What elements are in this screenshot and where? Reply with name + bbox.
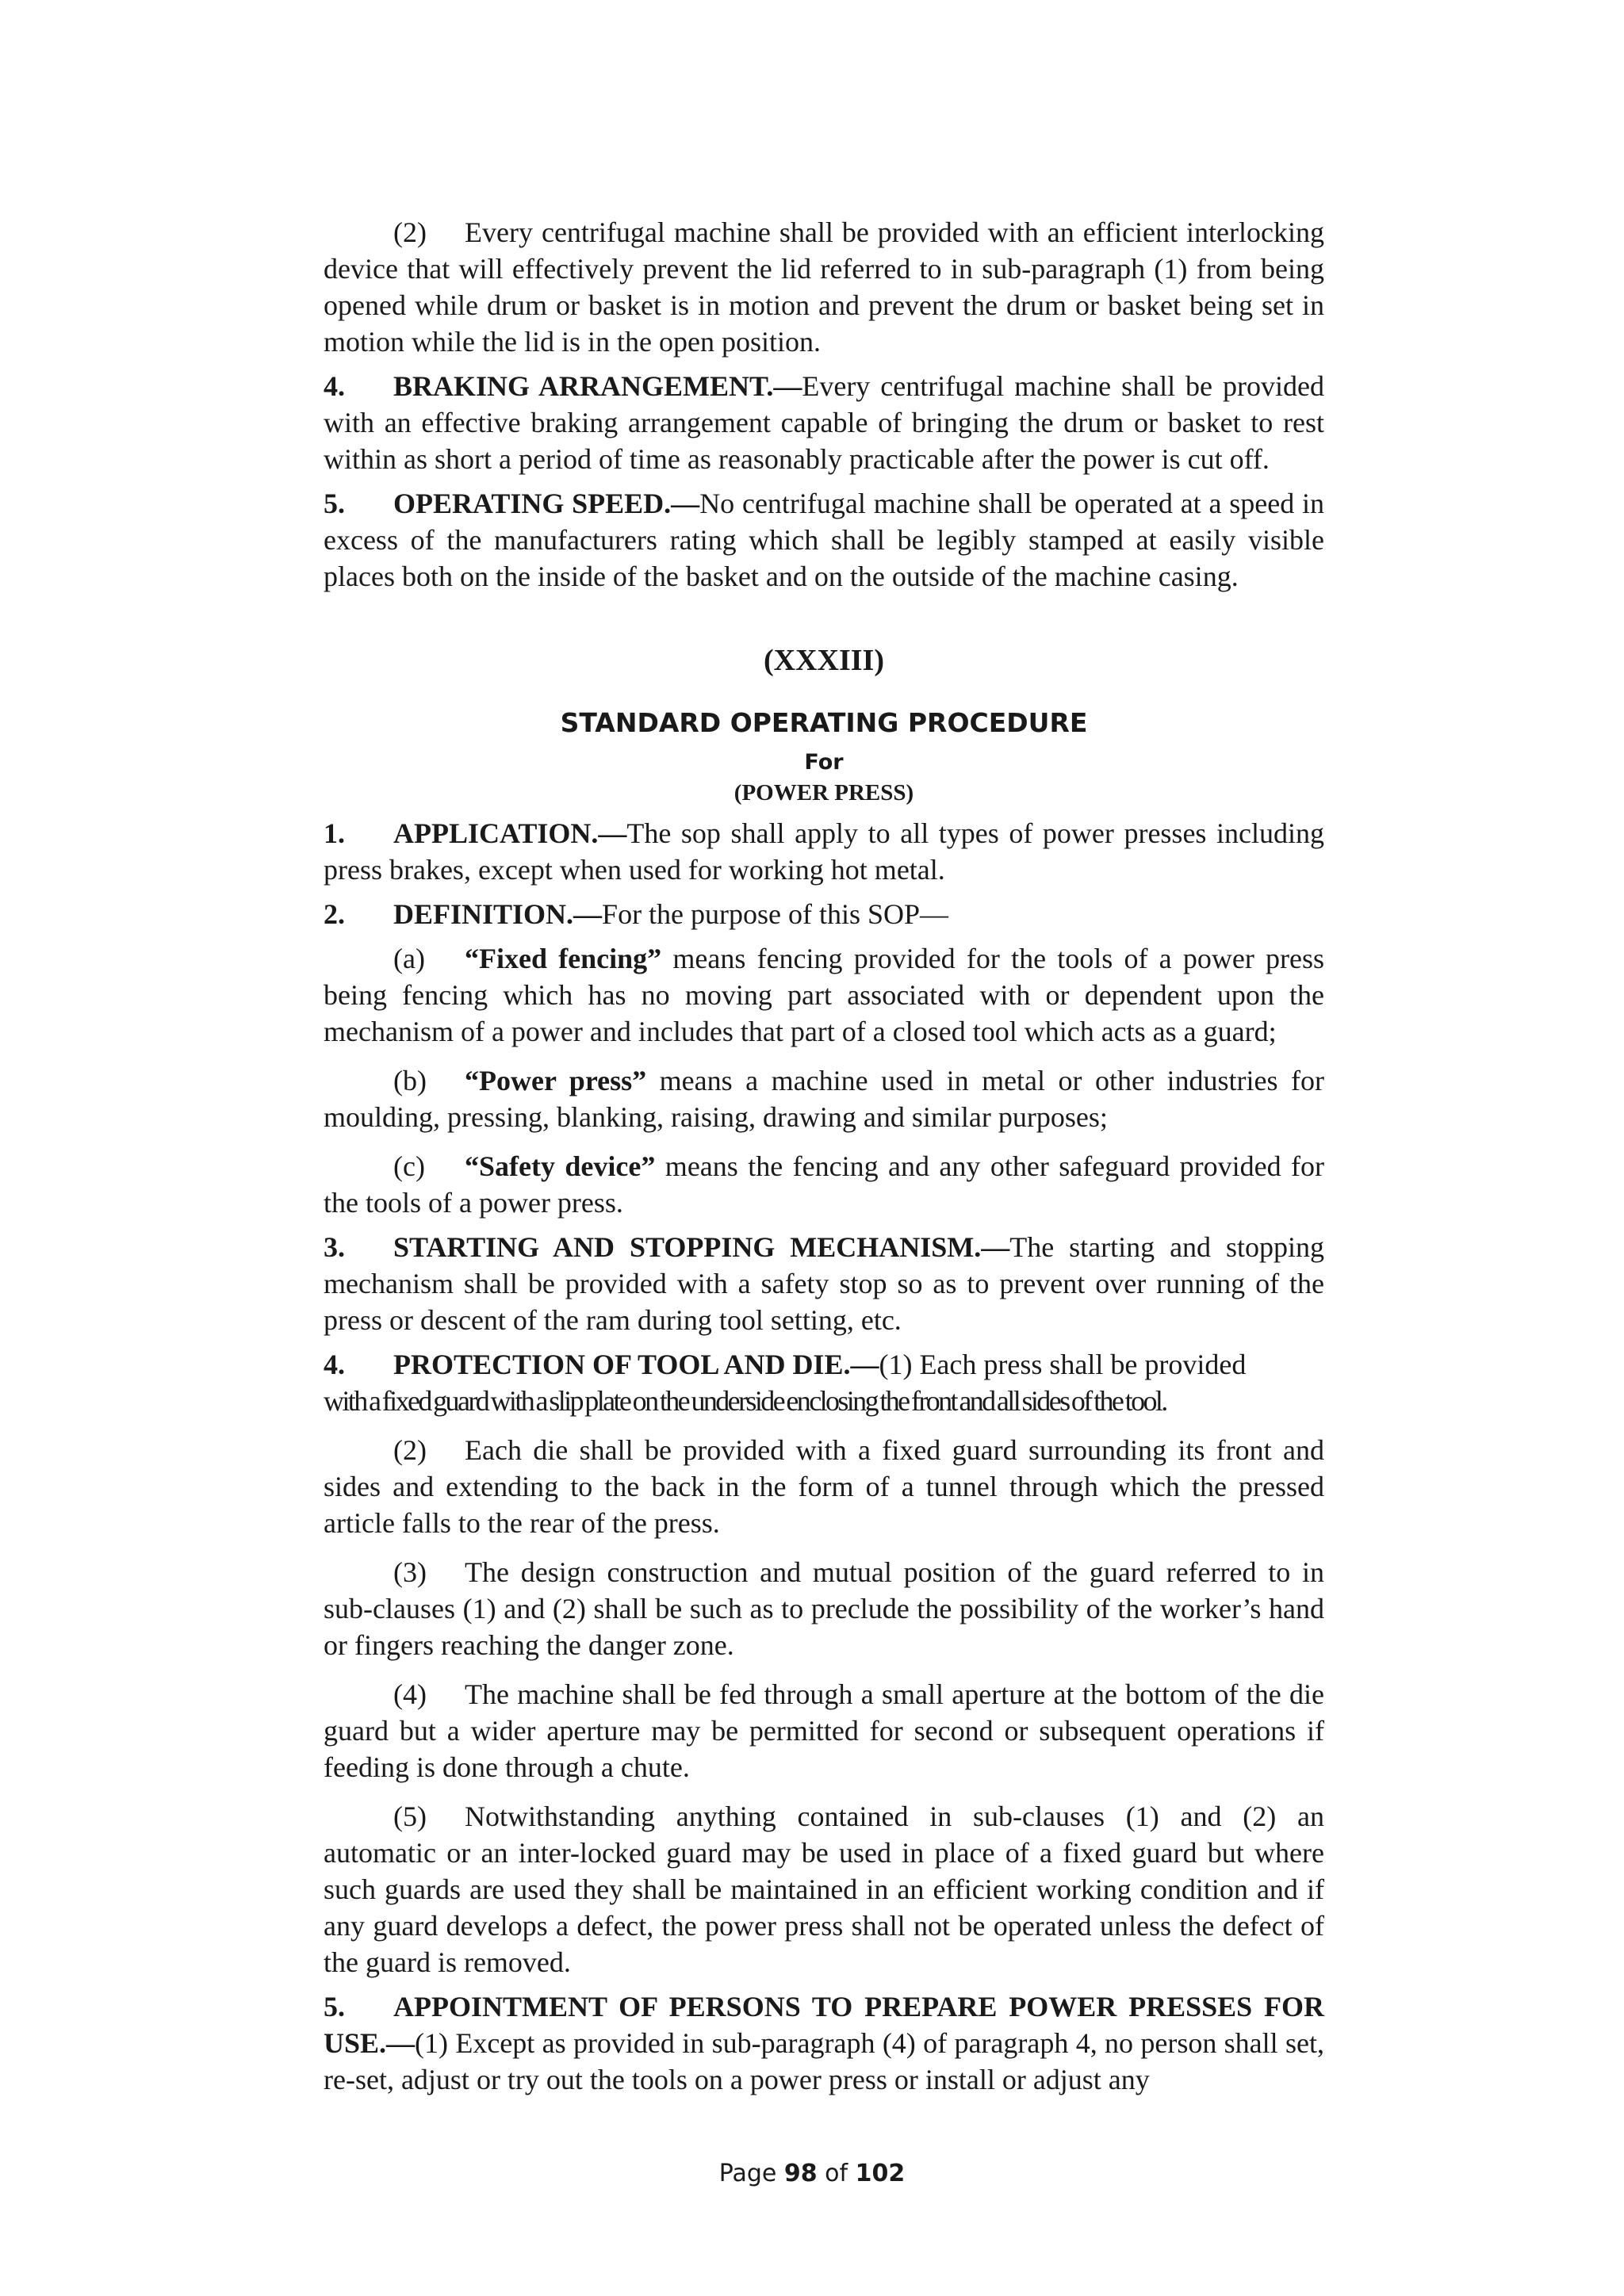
section-text: The starting and stopping mechanism shall be provided with a safety stop so as to prevent over running of the press or descent of the ram during tool setting, etc. (324, 1231, 1324, 1336)
clause-guard-design (324, 1554, 1324, 1663)
clause-number: (3) (393, 1556, 427, 1588)
section-number: 5. (324, 1991, 345, 2022)
clause-die-guard (324, 1432, 1324, 1541)
definition-power-press (324, 1062, 1324, 1135)
clause-number: (2) (393, 1434, 427, 1466)
section-number: 1. (324, 817, 345, 849)
section-heading: DEFINITION.— (393, 898, 603, 930)
total-pages-number: 102 (855, 2160, 906, 2187)
definition-letter: (c) (393, 1150, 425, 1182)
section-application (324, 815, 1324, 888)
section-number: 4. (324, 370, 345, 402)
clause-text: The design construction and mutual position of the guard referred to in sub-clauses (1) and (2) shall be such as to preclude the possibility of the worker’s hand or fingers reaching the danger zone. (324, 1556, 1324, 1661)
clause-interlocked-guard (324, 1798, 1324, 1980)
clause-feeding-aperture (324, 1676, 1324, 1785)
definition-term: “Fixed fencing” (465, 943, 662, 974)
page-label: Page (718, 2160, 784, 2187)
section-number: 3. (324, 1231, 345, 1263)
definition-fixed-fencing (324, 940, 1324, 1050)
definition-text: means a machine used in metal or other industries for moulding, pressing, blanking, raising, drawing and similar purposes; (324, 1065, 1324, 1133)
paragraph-centrifugal-interlock (324, 214, 1324, 360)
clause-text: Notwithstanding anything contained in sub-clauses (1) and (2) an automatic or an inter-locked guard may be used in place of a fixed guard but where such guards are used they shall be maintained in an efficient working condition and if any guard develops a defect, the power press shall not be operated unless the defect of the guard is removed. (324, 1800, 1324, 1978)
section-braking-arrangement (324, 368, 1324, 477)
page-body (324, 214, 1324, 2098)
definition-term: “Safety device” (465, 1150, 656, 1182)
section-heading: APPLICATION.— (393, 817, 627, 849)
section-protection-continuation: with a fixed guard with a slip plate on the underside enclosing the front and all sides of the tool. (324, 1385, 1166, 1417)
sop-subject: (POWER PRESS) (733, 780, 914, 806)
section-protection-tool-die (324, 1346, 1324, 1383)
section-definition (324, 896, 1324, 932)
section-appointment-persons (324, 1988, 1324, 2098)
sop-title: STANDARD OPERATING PROCEDURE (560, 707, 1088, 738)
section-operating-speed (324, 485, 1324, 595)
current-page-number: 98 (783, 2160, 818, 2187)
definition-letter: (b) (393, 1065, 427, 1096)
sop-for-label: For (804, 750, 844, 775)
section-heading: STARTING AND STOPPING MECHANISM.— (393, 1231, 1010, 1263)
section-text: The sop shall apply to all types of power presses including press brakes, except when used for working hot metal. (324, 817, 1324, 886)
section-text: Every centrifugal machine shall be provided with an effective braking arrangement capable of bringing the drum or basket to rest within as short a period of time as reasonably practicable after the power is cut off. (324, 370, 1324, 475)
clause-text: Each die shall be provided with a fixed guard surrounding its front and sides and extending to the back in the form of a tunnel through which the pressed article falls to the rear of the press. (324, 1434, 1324, 1539)
section-number: 4. (324, 1349, 345, 1380)
section-starting-stopping (324, 1229, 1324, 1338)
clause-number: (5) (393, 1800, 427, 1832)
section-heading: PROTECTION OF TOOL AND DIE.— (393, 1349, 879, 1380)
definition-text: means the fencing and any other safeguard provided for the tools of a power press. (324, 1150, 1324, 1219)
definition-safety-device (324, 1148, 1324, 1221)
section-heading: BRAKING ARRANGEMENT.— (393, 370, 802, 402)
definition-text: means fencing provided for the tools of a power press being fencing which has no moving part associated with or dependent upon the mechanism of a power and includes that part of a closed tool which acts as a guard; (324, 943, 1324, 1047)
section-text: (1) Except as provided in sub-paragraph (4) of paragraph 4, no person shall set, re-set, adjust or try out the tools on a power press or install or adjust any (324, 2027, 1324, 2095)
schedule-number: (XXXIII) (764, 644, 884, 677)
clause-number: (2) (393, 216, 427, 248)
page-of-label: of (817, 2160, 856, 2187)
clause-number: (4) (393, 1678, 427, 1710)
clause-text: The machine shall be fed through a small aperture at the bottom of the die guard but a wider aperture may be permitted for second or subsequent operations if feeding is done through a chute. (324, 1678, 1324, 1783)
definition-letter: (a) (393, 943, 425, 974)
section-heading: OPERATING SPEED.— (393, 488, 700, 519)
section-number: 5. (324, 488, 345, 519)
page-footer (0, 2158, 1624, 2190)
definition-term: “Power press” (465, 1065, 647, 1096)
section-text: (1) Each press shall be provided (879, 1349, 1247, 1380)
clause-text: Every centrifugal machine shall be provided with an efficient interlocking device that will effectively prevent the lid referred to in sub-paragraph (1) from being opened while drum or basket is in motion and prevent the drum or basket being set in motion while the lid is in the open position. (324, 216, 1324, 358)
section-heading: APPOINTMENT OF PERSONS TO PREPARE POWER PRESSES FOR USE.— (324, 1991, 1324, 2059)
section-number: 2. (324, 898, 345, 930)
section-text: No centrifugal machine shall be operated at a speed in excess of the manufacturers rating which shall be legibly stamped at easily visible places both on the inside of the basket and on the outside of the machine casing. (324, 488, 1324, 592)
section-text: For the purpose of this SOP— (602, 898, 949, 930)
